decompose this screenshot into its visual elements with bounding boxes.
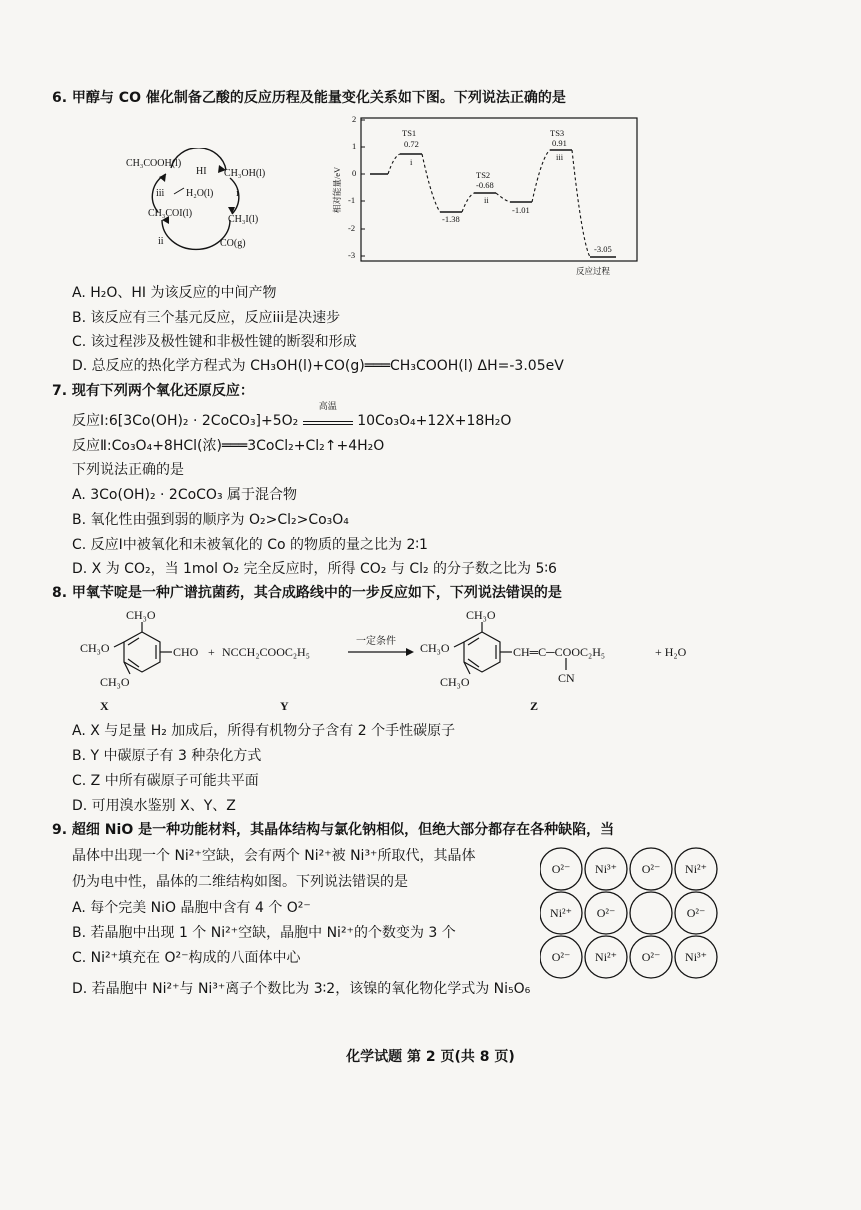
y-tick-labels bbox=[348, 114, 356, 260]
cycle-co: CO(g) bbox=[220, 238, 246, 249]
q9-option-a: A. 每个完美 NiO 晶胞中含有 4 个 O²⁻ bbox=[72, 900, 311, 916]
cycle-hi: HI bbox=[196, 166, 207, 177]
z-och3-bottom: CH₃O bbox=[440, 675, 470, 689]
ts1-value: 0.72 bbox=[404, 139, 419, 149]
energy-xlabel: 反应过程 bbox=[576, 266, 611, 276]
label-z: Z bbox=[530, 699, 539, 713]
cycle-ch3i: CH₃I(l) bbox=[228, 214, 259, 225]
x-och3-top: CH₃O bbox=[126, 608, 156, 622]
lattice-r3c4: Ni³⁺ bbox=[685, 950, 707, 964]
q6-option-d: D. 总反应的热化学方程式为 CH₃OH(l)+CO(g)═══CH₃COOH(l) ΔH=-3.05eV bbox=[72, 358, 564, 374]
cycle-h2o: H₂O(l) bbox=[186, 188, 214, 199]
reaction1-products: 10Co₃O₄+12X+18H₂O bbox=[357, 413, 512, 429]
final-value: -3.05 bbox=[594, 244, 612, 254]
lattice-r1c2: Ni³⁺ bbox=[595, 862, 617, 876]
reaction1-reactants: 反应Ⅰ:6[3Co(OH)₂ · 2CoCO₃]+5O₂ bbox=[72, 413, 299, 429]
plus-sign: + bbox=[208, 645, 215, 659]
x-och3-bottom: CH₃O bbox=[100, 675, 130, 689]
molecule-x bbox=[114, 622, 172, 674]
q7-stem: 7. 现有下列两个氧化还原反应： bbox=[52, 383, 254, 399]
q8-option-d: D. 可用溴水鉴别 X、Y、Z bbox=[72, 798, 236, 814]
nio-lattice-diagram bbox=[540, 846, 720, 980]
cycle-ch3oh: CH₃OH(l) bbox=[224, 168, 266, 179]
q7-option-c: C. 反应Ⅰ中被氧化和未被氧化的 Co 的物质的量之比为 2∶1 bbox=[72, 537, 428, 553]
q7-option-d: D. X 为 CO₂，当 1mol O₂ 完全反应时，所得 CO₂ 与 Cl₂ 的分子数之比为 5∶6 bbox=[72, 561, 557, 577]
cycle-step-i: i bbox=[236, 188, 239, 199]
energy-profile-diagram bbox=[326, 112, 646, 280]
lattice-r3c2: Ni²⁺ bbox=[595, 950, 617, 964]
label-y: Y bbox=[280, 699, 289, 713]
cycle-step-iii: iii bbox=[156, 188, 165, 199]
label-x: X bbox=[100, 699, 109, 713]
ts2-label: TS2 bbox=[476, 170, 491, 180]
y-tick-2: 2 bbox=[352, 114, 357, 124]
ts3-value: 0.91 bbox=[552, 138, 567, 148]
int2-value: -1.01 bbox=[512, 205, 530, 215]
y-tick-m3: -3 bbox=[348, 250, 356, 260]
q8-option-b: B. Y 中碳原子有 3 种杂化方式 bbox=[72, 748, 262, 764]
z-och3-mid: CH₃O bbox=[420, 641, 450, 655]
energy-path bbox=[388, 150, 590, 257]
q9-option-d: D. 若晶胞中 Ni²⁺与 Ni³⁺离子个数比为 3∶2，该镍的氧化物化学式为 Ni₅O₆ bbox=[72, 981, 531, 997]
byproduct-water: + H₂O bbox=[655, 645, 687, 659]
lattice-r1c1: O²⁻ bbox=[551, 862, 571, 876]
reaction-condition: 一定条件 bbox=[356, 636, 396, 647]
q8-option-a: A. X 与足量 H₂ 加成后，所得有机物分子含有 2 个手性碳原子 bbox=[72, 723, 456, 739]
catalytic-cycle-diagram bbox=[118, 148, 268, 252]
q9-option-b: B. 若晶胞中出现 1 个 Ni²⁺空缺，晶胞中 Ni²⁺的个数变为 3 个 bbox=[72, 925, 456, 941]
lattice-r1c4: Ni²⁺ bbox=[685, 862, 707, 876]
lattice-r1c3: O²⁻ bbox=[641, 862, 661, 876]
reaction1-condition: 高温 bbox=[318, 402, 337, 412]
lattice-r3c3: O²⁻ bbox=[641, 950, 661, 964]
y-tick-0: 0 bbox=[352, 168, 357, 178]
y-formula: NCCH₂COOC₂H₅ bbox=[222, 645, 310, 659]
ts3-label: TS3 bbox=[550, 128, 565, 138]
q7-option-b: B. 氧化性由强到弱的顺序为 O₂>Cl₂>Co₃O₄ bbox=[72, 512, 349, 528]
ts2-step: ii bbox=[484, 195, 489, 205]
x-och3-mid: CH₃O bbox=[80, 641, 110, 655]
cycle-step-ii: ii bbox=[158, 236, 164, 247]
ts2-value: -0.68 bbox=[476, 180, 494, 190]
q8-stem: 8. 甲氧苄啶是一种广谱抗菌药，其合成路线中的一步反应如下，下列说法错误的是 bbox=[52, 585, 562, 601]
ts3-step: iii bbox=[556, 152, 564, 162]
lattice-r2c2: O²⁻ bbox=[596, 906, 616, 920]
q7-reaction-2: 反应Ⅱ:Co₃O₄+8HCl(浓)═══3CoCl₂+Cl₂↑+4H₂O bbox=[72, 438, 385, 454]
y-tick-m2: -2 bbox=[348, 223, 356, 233]
cycle-ch3cooh: CH₃COOH(l) bbox=[126, 158, 182, 169]
lattice-r2c1: Ni²⁺ bbox=[550, 906, 572, 920]
reaction1-arrow bbox=[303, 402, 353, 425]
x-cho: CHO bbox=[173, 645, 199, 659]
energy-levels bbox=[370, 150, 616, 257]
energy-ylabel: 相对能量/eV bbox=[332, 166, 342, 214]
lattice-r3c1: O²⁻ bbox=[551, 950, 571, 964]
q9-option-c: C. Ni²⁺填充在 O²⁻构成的八面体中心 bbox=[72, 950, 301, 966]
int1-value: -1.38 bbox=[442, 214, 460, 224]
q7-prompt: 下列说法正确的是 bbox=[72, 462, 184, 478]
cycle-ch3col: CH₃COI(l) bbox=[148, 208, 193, 219]
lattice-r2c4: O²⁻ bbox=[686, 906, 706, 920]
q8-option-c: C. Z 中所有碳原子可能共平面 bbox=[72, 773, 259, 789]
q9-stem-line3: 仍为电中性，晶体的二维结构如图。下列说法错误的是 bbox=[72, 874, 408, 890]
page-footer: 化学试题 第 2 页(共 8 页) bbox=[346, 1049, 515, 1065]
q7-option-a: A. 3Co(OH)₂ · 2CoCO₃ 属于混合物 bbox=[72, 487, 298, 503]
reaction-scheme bbox=[72, 608, 732, 716]
z-och3-top: CH₃O bbox=[466, 608, 496, 622]
z-chain: CH═C─COOC₂H₅ bbox=[513, 645, 606, 659]
q9-stem-line1: 9. 超细 NiO 是一种功能材料，其晶体结构与氯化钠相似，但绝大部分都存在各种缺陷，当 bbox=[52, 822, 615, 838]
q9-stem-line2: 晶体中出现一个 Ni²⁺空缺，会有两个 Ni²⁺被 Ni³⁺所取代，其晶体 bbox=[72, 848, 476, 864]
y-tick-m1: -1 bbox=[348, 195, 356, 205]
ts1-label: TS1 bbox=[402, 128, 417, 138]
q6-option-b: B. 该反应有三个基元反应，反应iii是决速步 bbox=[72, 310, 341, 326]
q6-option-c: C. 该过程涉及极性键和非极性键的断裂和形成 bbox=[72, 334, 357, 350]
z-cn: CN bbox=[558, 671, 575, 685]
ts1-step: i bbox=[410, 157, 413, 167]
y-tick-1: 1 bbox=[352, 141, 357, 151]
q7-reaction-1 bbox=[72, 402, 512, 431]
q6-option-a: A. H₂O、HI 为该反应的中间产物 bbox=[72, 285, 277, 301]
q6-stem: 6. 甲醇与 CO 催化制备乙酸的反应历程及能量变化关系如下图。下列说法正确的是 bbox=[52, 90, 566, 106]
